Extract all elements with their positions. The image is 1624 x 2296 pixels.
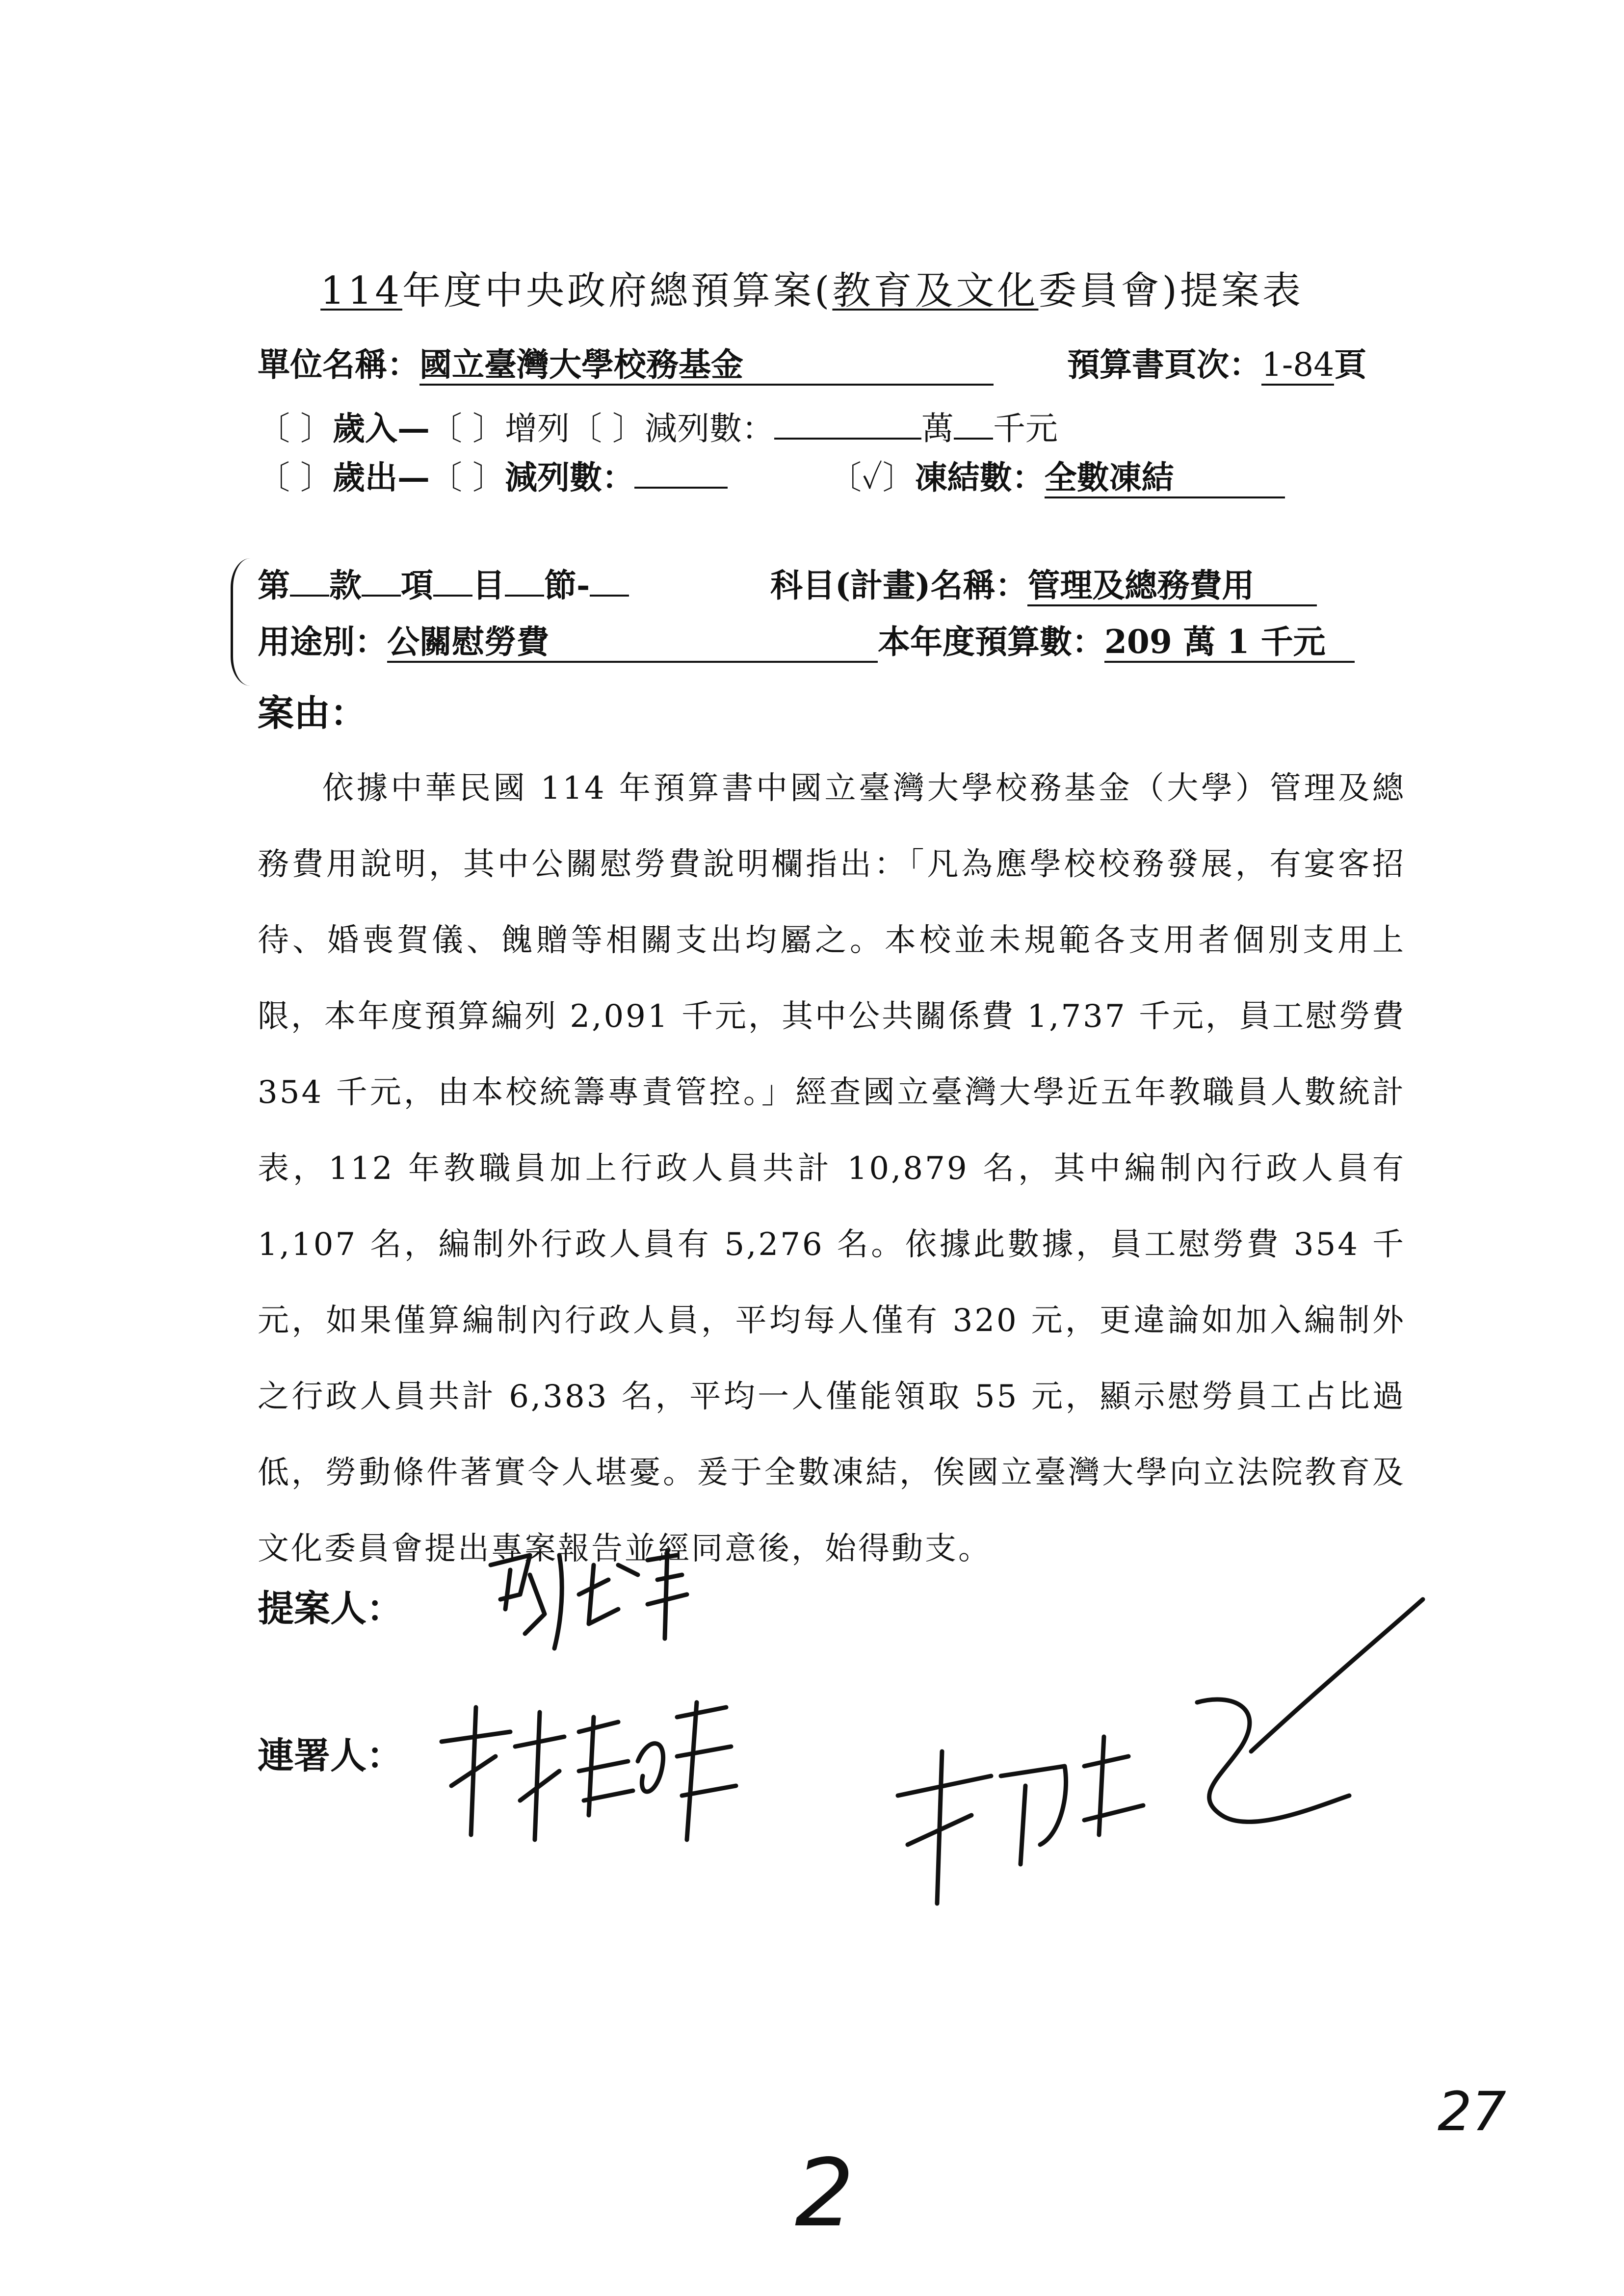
proposer-signature (471, 1536, 697, 1663)
revenue-label: 歲入— (332, 409, 430, 447)
kuan-label-2: 款 (329, 566, 362, 604)
usage-label: 用途別： (258, 623, 387, 661)
expense-row (258, 451, 728, 498)
decrease-label: 減列數： (644, 410, 774, 447)
usage-row (258, 616, 1355, 663)
cosigner-signature-1 (432, 1688, 746, 1854)
expense-label: 歲出— (332, 458, 430, 496)
title-mid: 年度中央政府總預算案( (402, 269, 833, 313)
xiang-label: 項 (401, 566, 433, 604)
revenue-wan-blank (774, 408, 921, 440)
page-ref-row (1067, 339, 1366, 386)
freeze-checkbox: 〔✓〕 (829, 459, 915, 496)
jie-blank (505, 565, 544, 597)
case-heading: 案由： (258, 692, 367, 734)
page-number: 2 (795, 2139, 854, 2247)
expense-decrease-label: 減列數： (504, 458, 634, 496)
subject-value: 管理及總務費用 (1027, 567, 1317, 606)
title-tail: 委員會)提案表 (1038, 269, 1304, 313)
subject-row (770, 559, 1317, 606)
unit-label: 單位名稱： (258, 345, 419, 384)
cosigner-signature-2 (878, 1590, 1442, 1943)
page-ref-value: 1-84 (1261, 346, 1334, 386)
expense-checkbox: 〔 〕 (258, 459, 333, 496)
mu-blank (433, 565, 472, 597)
title-committee: 教育及文化 (832, 269, 1039, 313)
case-body (258, 751, 1406, 1587)
page-ref-label: 預算書頁次： (1067, 345, 1261, 384)
expense-decrease-checkbox: 〔 〕 (429, 459, 505, 496)
page-ref-suffix: 頁 (1334, 345, 1367, 384)
title-year: 114 (320, 269, 402, 313)
subject-label: 科目(計畫)名稱： (770, 566, 1028, 604)
usage-value: 公關慰勞費 (387, 624, 878, 663)
decrease-checkbox: 〔 〕 (569, 410, 645, 447)
mu-label: 目 (472, 566, 505, 604)
budget-value: 209 萬 1 千元 (1104, 624, 1355, 663)
freeze-label: 凍結數： (915, 458, 1045, 496)
increase-label: 增列 (504, 410, 570, 447)
expense-decrease-blank (634, 457, 728, 489)
revenue-row (258, 402, 1058, 449)
xiang-blank (362, 565, 401, 597)
unit-row (258, 339, 994, 386)
case-body-text: 依據中華民國 114 年預算書中國立臺灣大學校務基金（大學）管理及總務費用說明，其中公關慰勞費說明欄指出：「凡為應學校校務發展，有宴客招待、婚喪賀儀、餽贈等相關支出均屬之。本校並未規範各支用者個別支用上限，本年度預算編列 2,091 千元，其中公共關係費 1,737 千元，員工慰勞費 354 千元，由本校統籌專責管控。」經查國立臺灣大學近五年教職員人數統計表，112 年教職員加上行政人員共計 10,879 名，其中編制內行政人員有 1,107 名，編制外行政人員有 5,276 名。依據此數據，員工慰勞費 354 千元，如果僅算編制內行政人員，平均每人僅有 320 元，更違論如加入編制外之行政人員共計 6,383 名，平均一人僅能領取 55 元，顯示慰勞員工占比過低，勞動條件著實令人堪憂。爰于全數凍結，俟國立臺灣大學向立法院教育及文化委員會提出專案報告並經同意後，始得動支。 (258, 770, 1406, 1567)
section-row (258, 559, 629, 606)
increase-checkbox: 〔 〕 (429, 410, 505, 447)
freeze-group (829, 451, 1285, 498)
budget-label: 本年度預算數： (878, 623, 1104, 661)
freeze-value: 全數凍結 (1045, 459, 1285, 498)
revenue-qian-blank (954, 408, 993, 440)
cosigner-label: 連署人： (258, 1735, 403, 1777)
jie-tail-blank (590, 565, 629, 597)
qian-unit: 千元 (993, 410, 1058, 447)
proposer-label: 提案人： (258, 1588, 403, 1630)
kuan-label: 第 (258, 566, 290, 604)
corner-note: 27 (1438, 2080, 1506, 2143)
wan-unit: 萬 (921, 410, 954, 447)
revenue-checkbox: 〔 〕 (258, 410, 333, 447)
jie-label: 節- (544, 566, 590, 604)
kuan-blank (290, 565, 329, 597)
unit-value: 國立臺灣大學校務基金 (419, 346, 994, 386)
document-title (0, 260, 1624, 315)
